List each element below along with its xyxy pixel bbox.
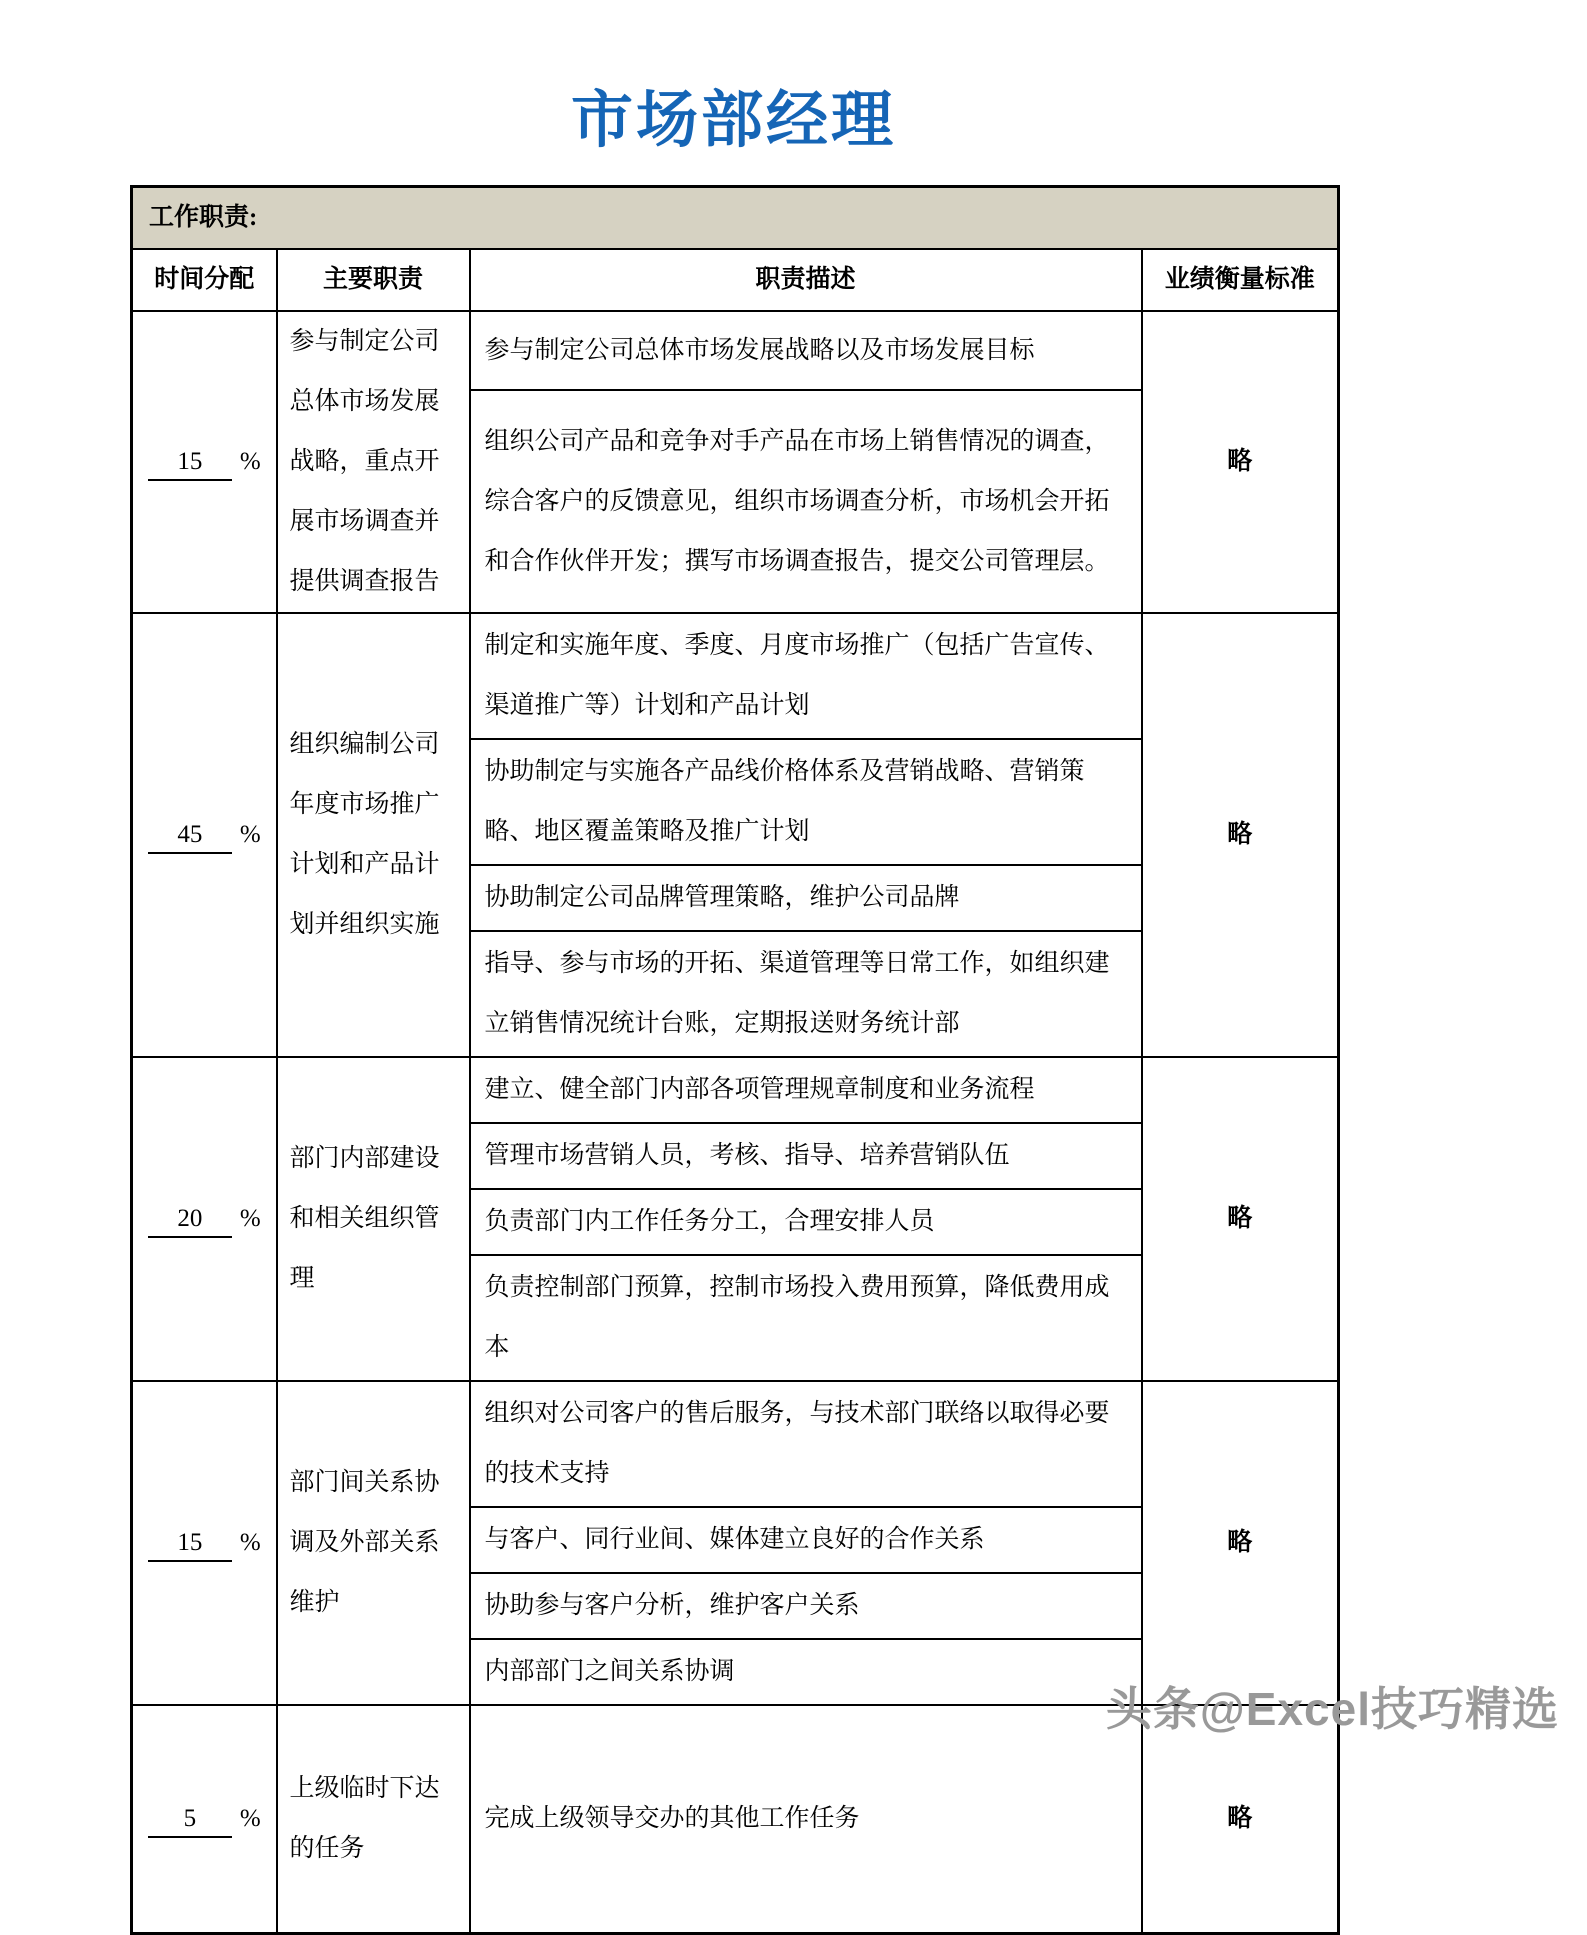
main-duty-cell: 上级临时下达的任务 [277,1705,470,1933]
column-header-time: 时间分配 [132,249,277,311]
table-row [132,311,1339,390]
column-header-row [132,249,1339,311]
section-header-row [132,187,1339,250]
time-allocation-cell [132,1381,277,1705]
job-duties-table [130,185,1340,1935]
main-duty-cell: 部门间关系协调及外部关系维护 [277,1381,470,1705]
duty-description-cell: 负责部门内工作任务分工，合理安排人员 [470,1189,1142,1255]
duty-description-cell: 协助制定公司品牌管理策略，维护公司品牌 [470,865,1142,931]
duty-description-cell: 协助制定与实施各产品线价格体系及营销战略、营销策略、地区覆盖策略及推广计划 [470,739,1142,865]
percent-sign: % [239,1205,261,1232]
duty-description-cell: 组织对公司客户的售后服务，与技术部门联络以取得必要的技术支持 [470,1381,1142,1507]
duty-description-cell: 负责控制部门预算，控制市场投入费用预算，降低费用成本 [470,1255,1142,1381]
measure-cell: 略 [1142,1381,1339,1705]
table-row [132,613,1339,739]
measure-cell: 略 [1142,1057,1339,1381]
table-row [132,1705,1339,1933]
time-value: 15 [148,445,232,481]
measure-cell: 略 [1142,613,1339,1057]
measure-cell: 略 [1142,1705,1339,1933]
main-duty-cell: 参与制定公司总体市场发展战略，重点开展市场调查并提供调查报告 [277,311,470,613]
percent-sign: % [239,1529,261,1556]
duty-description-cell: 完成上级领导交办的其他工作任务 [470,1705,1142,1933]
percent-sign: % [239,448,261,475]
time-allocation-cell [132,1057,277,1381]
time-value: 15 [148,1526,232,1562]
table-row [132,1381,1339,1507]
duty-description-cell: 指导、参与市场的开拓、渠道管理等日常工作，如组织建立销售情况统计台账，定期报送财务统计部 [470,931,1142,1057]
duty-description-cell: 内部部门之间关系协调 [470,1639,1142,1705]
duty-description-cell: 组织公司产品和竞争对手产品在市场上销售情况的调查，综合客户的反馈意见，组织市场调查分析，市场机会开拓和合作伙伴开发；撰写市场调查报告，提交公司管理层。 [470,390,1142,613]
time-allocation-cell [132,613,277,1057]
duty-description-cell: 协助参与客户分析，维护客户关系 [470,1573,1142,1639]
time-allocation-cell [132,311,277,613]
section-header: 工作职责: [132,187,1339,250]
duty-description-cell: 建立、健全部门内部各项管理规章制度和业务流程 [470,1057,1142,1123]
duty-description-cell: 管理市场营销人员，考核、指导、培养营销队伍 [470,1123,1142,1189]
percent-sign: % [239,821,261,848]
time-value: 45 [148,818,232,854]
duty-description-cell: 制定和实施年度、季度、月度市场推广（包括广告宣传、渠道推广等）计划和产品计划 [470,613,1142,739]
job-duties-table-wrapper [130,185,1337,1935]
column-header-measure: 业绩衡量标准 [1142,249,1339,311]
table-row [132,1057,1339,1123]
column-header-description: 职责描述 [470,249,1142,311]
time-value: 5 [148,1802,232,1838]
percent-sign: % [239,1804,261,1832]
column-header-duty: 主要职责 [277,249,470,311]
measure-cell: 略 [1142,311,1339,613]
time-value: 20 [148,1202,232,1238]
main-duty-cell: 组织编制公司年度市场推广计划和产品计划并组织实施 [277,613,470,1057]
page-title: 市场部经理 [570,86,896,155]
main-duty-cell: 部门内部建设和相关组织管理 [277,1057,470,1381]
duty-description-cell: 参与制定公司总体市场发展战略以及市场发展目标 [470,311,1142,390]
watermark: 头条@Excel技巧精选 [1105,1683,1559,1735]
duty-description-cell: 与客户、同行业间、媒体建立良好的合作关系 [470,1507,1142,1573]
time-allocation-cell [132,1705,277,1933]
